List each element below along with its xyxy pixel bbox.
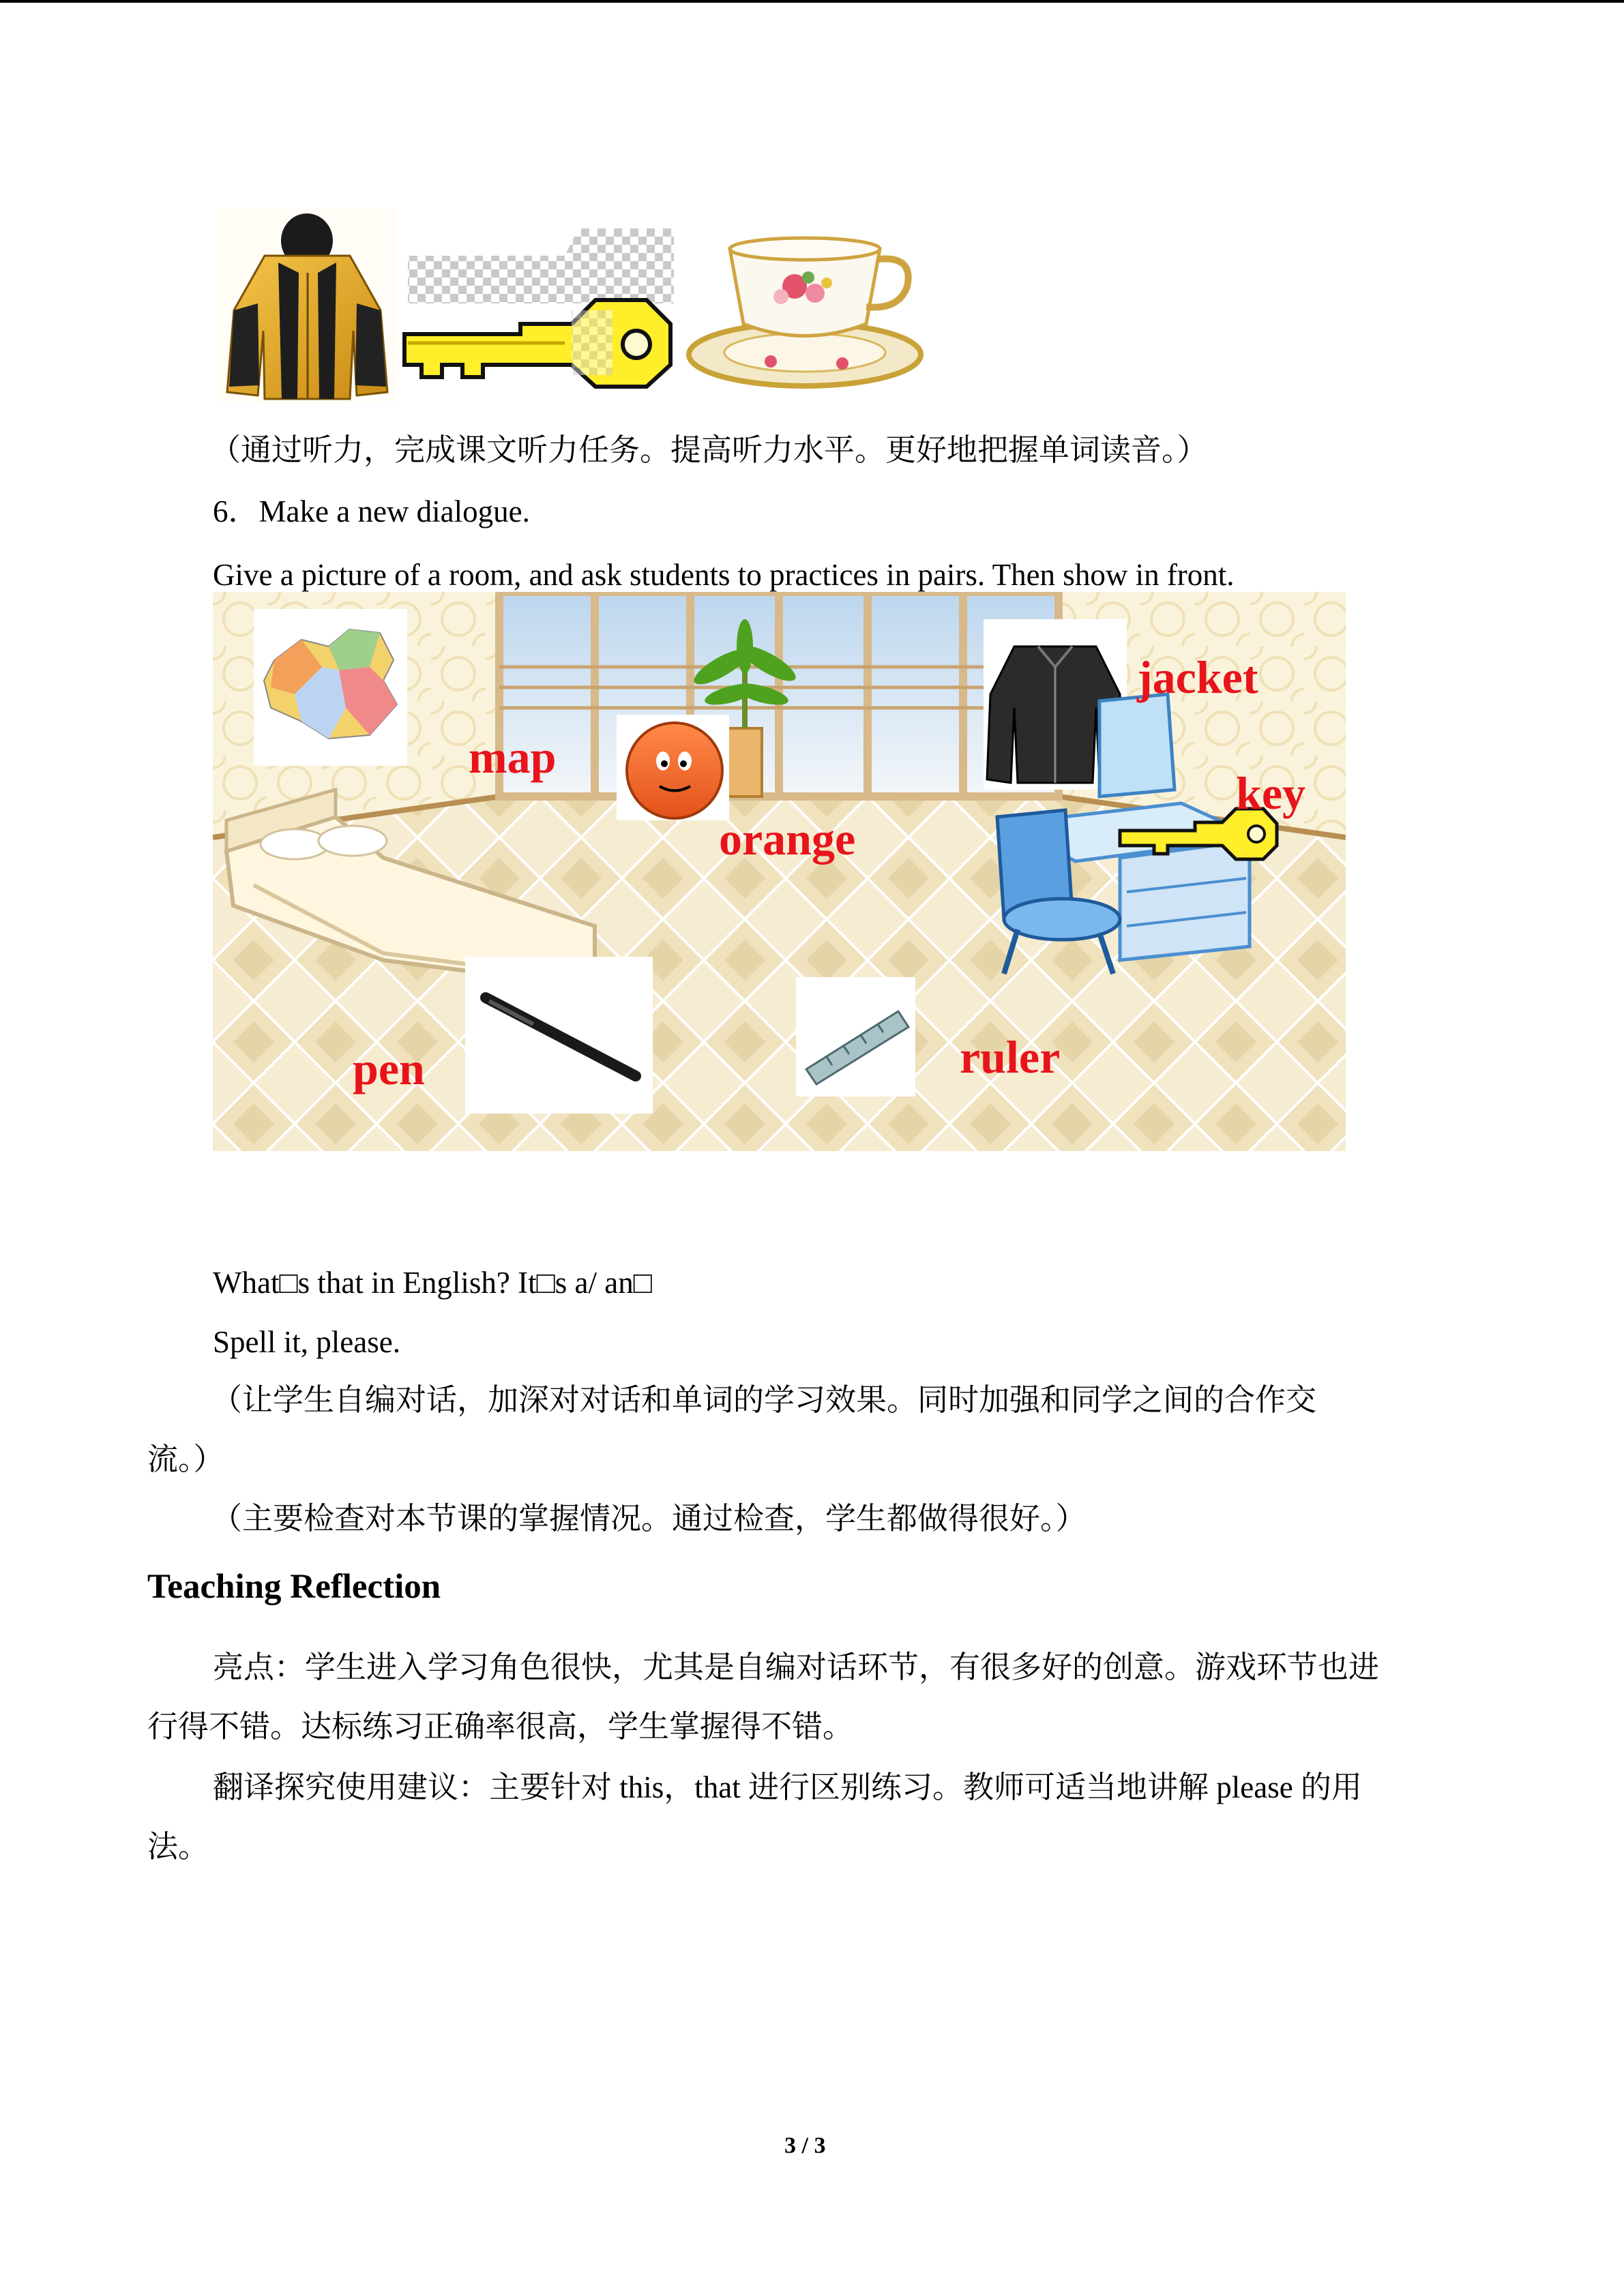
teacup-picture xyxy=(682,228,928,389)
listening-note: （通过听力，完成课文听力任务。提高听力水平。更好地把握单词读音。） xyxy=(210,433,1208,467)
key-picture xyxy=(401,228,674,389)
room-label-pen: pen xyxy=(353,1043,425,1094)
dialogue-line-2: Spell it, please. xyxy=(213,1325,400,1359)
reflection-paragraph-1-line-2: 行得不错。达标练习正确率很高，学生掌握得不错。 xyxy=(147,1710,854,1744)
reflection-paragraph-2-line-2: 法。 xyxy=(147,1830,209,1864)
room-label-orange: orange xyxy=(719,813,856,865)
section-heading-teaching-reflection: Teaching Reflection xyxy=(147,1568,441,1606)
step-6-title xyxy=(213,492,530,531)
step-number: 6． xyxy=(213,494,259,528)
check-note: （主要检查对本节课的掌握情况。通过检查，学生都做得很好。） xyxy=(211,1502,1087,1536)
step-title: Make a new dialogue. xyxy=(259,494,530,528)
page-number: 3 / 3 xyxy=(784,2133,826,2158)
top-rule xyxy=(0,0,1624,3)
jacket-picture xyxy=(217,208,398,402)
room-label-jacket: jacket xyxy=(1137,651,1258,703)
dialogue-line-1: What□s that in English? It□s a/ an□ xyxy=(213,1266,652,1300)
room-label-map: map xyxy=(469,731,557,783)
room-label-ruler: ruler xyxy=(960,1031,1061,1083)
reflection-paragraph-1-line-1: 亮点：学生进入学习角色很快，尤其是自编对话环节，有很多好的创意。游戏环节也进 xyxy=(213,1650,1380,1684)
room-label-key: key xyxy=(1236,767,1305,819)
reflection-paragraph-2-line-1: 翻译探究使用建议：主要针对 this，that 进行区别练习。教师可适当地讲解 please 的用 xyxy=(213,1770,1362,1804)
dialogue-note-line-2: 流。） xyxy=(147,1442,224,1476)
dialogue-note-line-1: （让学生自编对话，加深对对话和单词的学习效果。同时加强和同学之间的合作交 xyxy=(211,1383,1317,1417)
step-6-instruction: Give a picture of a room, and ask students to practices in pairs. Then show in front. xyxy=(213,558,1235,592)
room-picture xyxy=(213,592,1346,1151)
